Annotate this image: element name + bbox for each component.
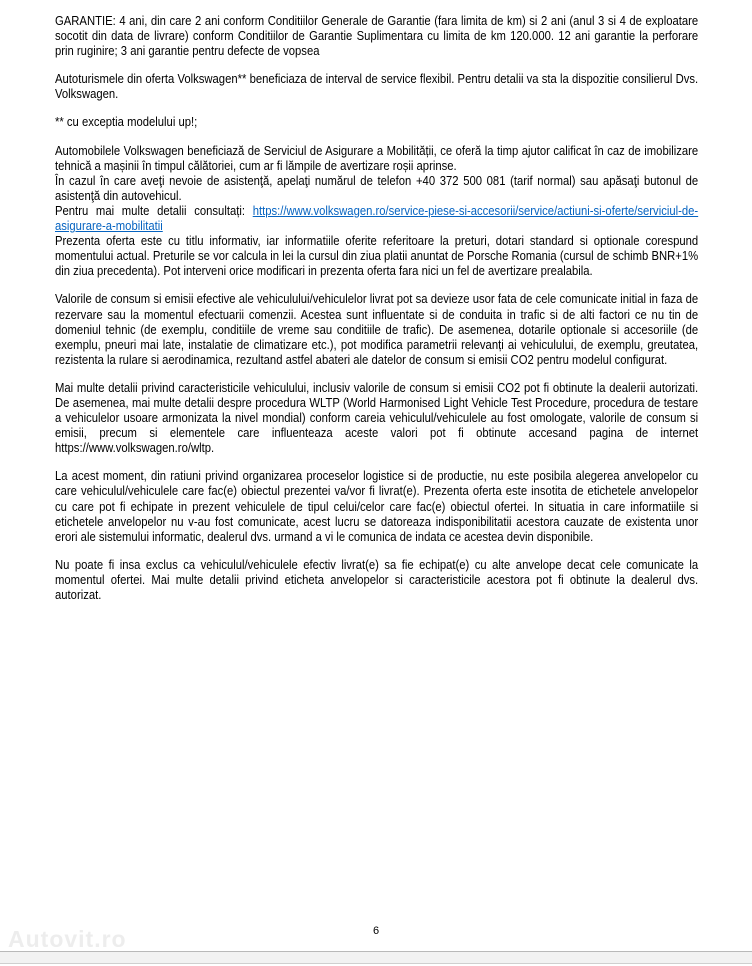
mobility-text-2: În cazul în care aveţi nevoie de asistenţă, apelaţi numărul de telefon +40 372 500 081 (tarif normal) sau apăsaţi butonul de asistenţă din autovehicul.	[55, 172, 699, 203]
paragraph-wltp: Mai multe detalii privind caracteristicile vehiculului, inclusiv valorile de consum si emisii CO2 pot fi obtinute la dealerii autorizati. De asemenea, mai multe detalii despre procedura WLTP (World Harmonised Light Vehicle Test Procedure, procedura de testare a vehiculelor usoare armonizata la nivel mondial) conform careia vehiculul/vehiculele au fost omologate, valorile de consum si emisii, precum si elementele care influenteaza aceste valori pot fi obtinute accesand pagina de internet https://www.volkswagen.ro/wltp.	[55, 379, 699, 456]
paragraph-service-interval: Autoturismele din oferta Volkswagen** beneficiaza de interval de service flexibil. Pentru detalii va sta la dispozitie consilierul Dvs. Volkswagen.	[55, 71, 699, 102]
watermark: Autovit.ro	[8, 926, 127, 952]
paragraph-consumption-emissions: Valorile de consum si emisii efective ale vehiculului/vehiculelor livrat pot sa devieze usor fata de cele comunicate initial in faza de rezervare sau la momentul efectuarii comenzii. Acestea sunt influentate si de conduita in trafic si de alti factori ce nu tin de domeniul tehnic (de exemplu, conditiile de vreme sau conditiile de trafic). De asemenea, dotarile optionale si accesoriile (de exemplu, pneuri mai late, instalatie de climatizare etc.), pot modifica parametrii relevanți ai vehiculului, de exemplu, greutatea, rezistenta la rulare si aerodinamica, rezultand astfel abateri ale datelor de consum si emisii CO2 pentru modelul configurat.	[55, 291, 699, 367]
document-text-column	[55, 13, 698, 615]
paragraph-tires-logistics: La acest moment, din ratiuni privind organizarea proceselor logistice si de productie, nu este posibila alegerea anvelopelor cu care vehiculul/vehiculele care fac(e) obiectul prezentei va/vor fi livrat(e). Prezenta oferta este insotita de etichetele anvelopelor cu care pot fi echipate in prezent vehiculele de tipul celui/celor care fac(e) obiectul ofertei. In situatia in care informatiile si etichetele anvelopelor nu v-au fost comunicate, acest lucru se datoreaza indisponibilitatii acestora cauzate de existenta unor erori ale sistemului informatic, dealerul dvs. urmand a vi le comunica de indata ce acestea devin disponibile.	[55, 468, 699, 544]
mobility-text-3	[55, 203, 698, 233]
paragraph-mobility-assurance	[55, 143, 698, 234]
mobility-service-link[interactable]: https://www.volkswagen.ro/service-piese-si-accesorii/service/actiuni-si-oferte/serviciul-de-asigurare-a-mobilitatii	[55, 202, 699, 234]
mobility-text-1: Automobilele Volkswagen beneficiază de Serviciul de Asigurare a Mobilității, ce oferă la timp ajutor calificat în caz de imobilizare tehnică a mașinii în timpul călătoriei, cum ar fi lămpile de avertizare roșii aprinse.	[55, 142, 699, 173]
paragraph-warranty: GARANTIE: 4 ani, din care 2 ani conform Conditiilor Generale de Garantie (fara limita de km) si 2 ani (anul 3 si 4 de exploatare socotit din data de livrare) conform Conditiilor de Garantie Suplimentara cu limita de km 120.000. 12 ani garantie la perforare prin ruginire; 3 ani garantie pentru defecte de vopsea	[55, 13, 699, 59]
paragraph-offer-info: Prezenta oferta este cu titlu informativ, iar informatiile oferite referitoare la preturi, dotari standard si optionale corespund momentului actual. Preturile se vor calcula in lei la cursul din ziua platii anuntat de Porsche Romania (cursul de schimb BNR+1% din ziua precedenta). Pot interveni orice modificari in prezenta oferta fara nici un fel de avertizare prealabila.	[55, 233, 699, 279]
mobility-link-prefix: Pentru mai multe detalii consultați:	[55, 202, 253, 218]
paragraph-up-exception: ** cu exceptia modelului up!;	[55, 114, 198, 130]
paragraph-tires-disclaimer: Nu poate fi insa exclus ca vehiculul/vehiculele efectiv livrat(e) sa fie echipat(e) cu alte anvelope decat cele comunicate la momentul ofertei. Mai multe detalii privind eticheta anvelopelor si caracteristicile acestora pot fi obtinute la dealerul dvs. autorizat.	[55, 556, 699, 602]
page-number: 6	[372, 925, 380, 937]
